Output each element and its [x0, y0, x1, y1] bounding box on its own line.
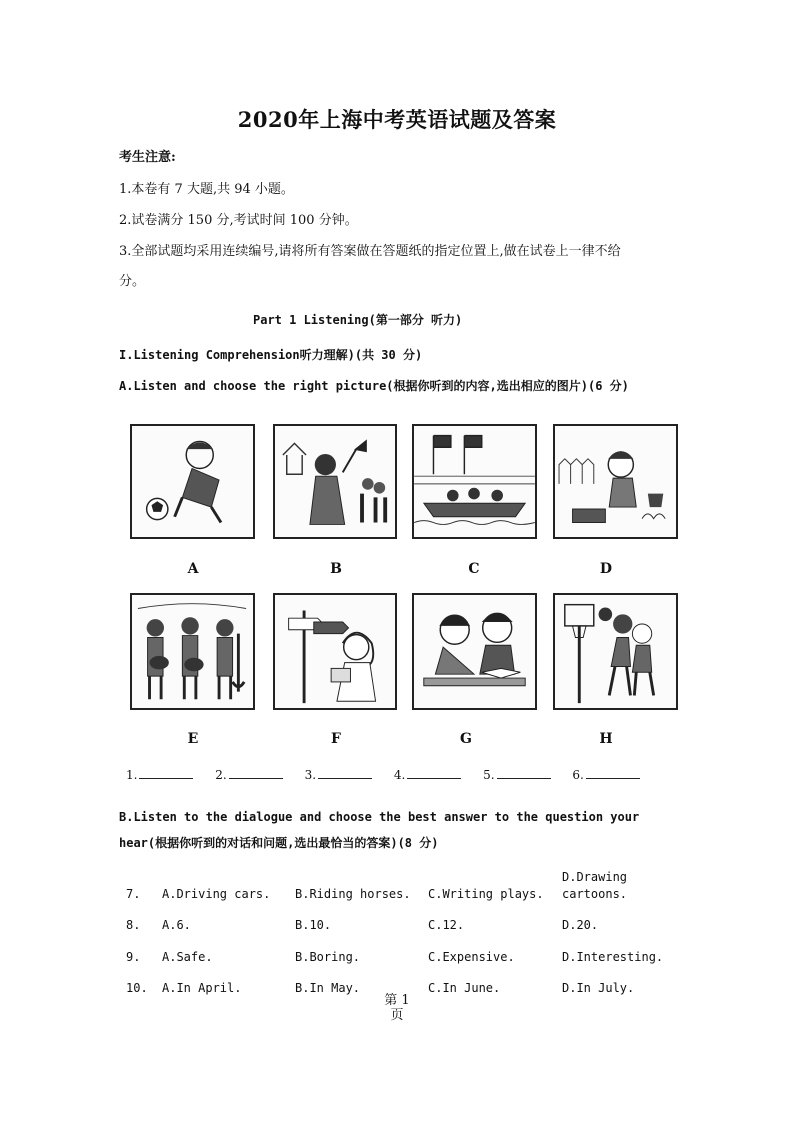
picture-f-signpost — [273, 593, 397, 710]
picture-g-students — [412, 593, 537, 710]
option-b[interactable]: B.Boring. — [295, 950, 361, 964]
question-number: 8. — [126, 918, 141, 932]
option-c[interactable]: C.In June. — [428, 981, 501, 995]
notice-item-3-line-2: 分。 — [119, 274, 146, 289]
option-b[interactable]: B.Riding horses. — [295, 887, 411, 901]
question-number: 9. — [126, 950, 141, 964]
picture-e-band — [130, 593, 255, 710]
option-d[interactable]: D.20. — [562, 918, 599, 932]
page-number-line-1: 第 1 — [384, 993, 410, 1008]
option-b[interactable]: B.10. — [295, 918, 332, 932]
notice-item-1: 1.本卷有 7 大题,共 94 小题。 — [119, 182, 294, 197]
picture-label-d: D — [599, 561, 613, 577]
picture-d-gardening — [553, 424, 678, 539]
sectionB-heading-line-1: B.Listen to the dialogue and choose the best answer to the question your — [119, 810, 640, 824]
picture-label-b: B — [330, 561, 342, 577]
sectionA-heading: A.Listen and choose the right picture(根据你听到的内容,选出相应的图片)(6 分) — [119, 379, 629, 393]
option-d[interactable]: D.Interesting. — [562, 950, 664, 964]
option-d[interactable]: D.Drawing — [562, 870, 628, 884]
picture-label-a: A — [187, 561, 199, 577]
part1-heading: Part 1 Listening(第一部分 听力) — [253, 313, 463, 327]
picture-label-h: H — [599, 731, 613, 747]
notice-item-3-line-1: 3.全部试题均采用连续编号,请将所有答案做在答题纸的指定位置上,做在试卷上一律不给 — [119, 244, 621, 259]
picture-label-c: C — [468, 561, 480, 577]
option-b[interactable]: B.In May. — [295, 981, 361, 995]
picture-a-soccer — [130, 424, 255, 539]
option-a[interactable]: A.In April. — [162, 981, 242, 995]
picture-label-e: E — [187, 731, 199, 747]
page-title: 2020年上海中考英语试题及答案 — [237, 107, 557, 132]
page-number — [0, 993, 794, 1023]
blank-2[interactable]: 2. — [215, 766, 282, 782]
notice-item-2: 2.试卷满分 150 分,考试时间 100 分钟。 — [119, 213, 358, 228]
option-c[interactable]: C.Writing plays. — [428, 887, 544, 901]
blank-3[interactable]: 3. — [305, 766, 372, 782]
notice-heading: 考生注意: — [119, 150, 176, 165]
option-d-continued: cartoons. — [562, 887, 628, 901]
picture-c-dragon-boat — [412, 424, 537, 539]
blank-5[interactable]: 5. — [483, 766, 550, 782]
question-number: 10. — [126, 981, 148, 995]
option-c[interactable]: C.Expensive. — [428, 950, 515, 964]
blank-1[interactable]: 1. — [126, 766, 193, 782]
blank-4[interactable]: 4. — [394, 766, 461, 782]
blank-6[interactable]: 6. — [572, 766, 639, 782]
option-c[interactable]: C.12. — [428, 918, 465, 932]
picture-label-g: G — [460, 731, 472, 747]
page-number-line-2: 页 — [390, 1008, 404, 1023]
picture-h-basketball — [553, 593, 678, 710]
answer-blanks — [126, 766, 658, 782]
option-a[interactable]: A.Safe. — [162, 950, 213, 964]
option-d[interactable]: D.In July. — [562, 981, 635, 995]
section1-heading: I.Listening Comprehension听力理解)(共 30 分) — [119, 348, 423, 362]
option-a[interactable]: A.Driving cars. — [162, 887, 271, 901]
picture-label-f: F — [331, 731, 341, 747]
sectionB-heading-line-2: hear(根据你听到的对话和问题,选出最恰当的答案)(8 分) — [119, 836, 439, 850]
picture-b-tour-guide — [273, 424, 397, 539]
question-number: 7. — [126, 887, 141, 901]
option-a[interactable]: A.6. — [162, 918, 191, 932]
